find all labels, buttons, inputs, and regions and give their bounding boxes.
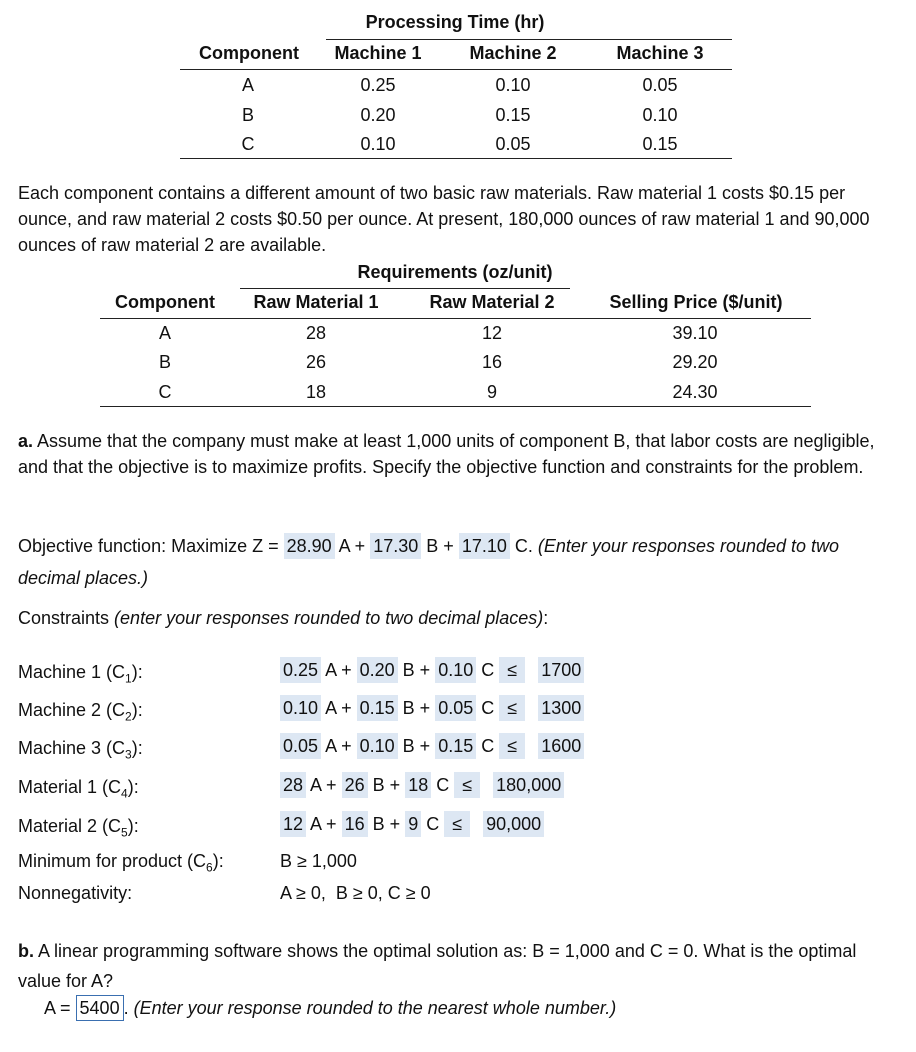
- table1-header-rule: [180, 69, 732, 70]
- constraint-machine-3-label: [18, 738, 143, 762]
- constraint-var-c: C: [426, 814, 440, 834]
- table1-cell: C: [241, 134, 255, 154]
- constraint-operator-select[interactable]: [444, 811, 470, 837]
- table2-title: Requirements (oz/unit): [357, 262, 553, 282]
- table2-cell: 24.30: [672, 382, 718, 402]
- table2-header: Component: [115, 292, 215, 312]
- table1-header: Machine 1: [334, 43, 422, 63]
- less-equal-symbol: ≤: [507, 660, 518, 680]
- constraint-label: Material 2 (C: [18, 816, 122, 836]
- table2-header: Selling Price ($/unit): [609, 292, 783, 312]
- constraint-operator-select[interactable]: [499, 695, 525, 721]
- table1-bottom-rule: [180, 158, 732, 159]
- constraint-material-2-label: [18, 816, 139, 840]
- table2-cell: C: [158, 382, 172, 402]
- objective-var-c: C.: [514, 536, 533, 556]
- table1-cell: 0.25: [360, 75, 396, 95]
- less-equal-symbol: ≤: [462, 775, 473, 795]
- constraint-var-b: B +: [402, 736, 431, 756]
- constraint-rhs-input[interactable]: 1300: [538, 695, 584, 721]
- constraints-intro-text: Constraints: [18, 608, 115, 628]
- constraint-var-b: B +: [372, 814, 401, 834]
- table2-cell: A: [158, 323, 171, 343]
- constraint-machine-1-expr: [280, 660, 584, 681]
- objective-function: [18, 530, 898, 594]
- constraint-coef-c-input[interactable]: 9: [405, 811, 421, 837]
- part-b-answer-suffix: .: [123, 998, 134, 1018]
- constraint-rhs-input[interactable]: 1700: [538, 657, 584, 683]
- constraints-intro-colon: :: [543, 608, 549, 628]
- table2-cell: 26: [305, 352, 327, 372]
- constraint-min-product-label: [18, 851, 224, 875]
- less-equal-symbol: ≤: [507, 698, 518, 718]
- constraint-label: Machine 1 (C: [18, 662, 126, 682]
- table1-cell: B: [241, 105, 254, 125]
- table1-cell: A: [241, 75, 254, 95]
- constraint-coef-a-input[interactable]: 12: [280, 811, 306, 837]
- min-product-label-sub: 6: [206, 860, 213, 875]
- constraint-label-sub: 3: [125, 747, 132, 762]
- constraint-coef-a-input[interactable]: 0.25: [280, 657, 321, 683]
- part-b-note: (Enter your response rounded to the nearest whole number.): [133, 998, 617, 1018]
- constraints-intro: [18, 608, 548, 629]
- objective-coef-c-input[interactable]: 17.10: [459, 533, 510, 559]
- table1-cell: 0.10: [642, 105, 678, 125]
- table1-cell: 0.15: [495, 105, 531, 125]
- constraint-material-2-expr: [280, 814, 544, 835]
- constraint-material-1-label: [18, 777, 139, 801]
- constraint-var-a: A +: [325, 698, 352, 718]
- part-a-text: Assume that the company must make at least 1,000 units of component B, that labor costs are negligible, and that the objective is to maximize profits. Specify the objective function and constraints for the problem.: [18, 431, 875, 477]
- constraint-label-end: ):: [131, 700, 143, 720]
- constraint-machine-3-expr: [280, 736, 584, 757]
- nonnegativity-label: Nonnegativity:: [18, 883, 133, 903]
- constraint-rhs-input[interactable]: 1600: [538, 733, 584, 759]
- table1-header: Machine 2: [469, 43, 557, 63]
- constraint-coef-c-input[interactable]: 0.15: [435, 733, 476, 759]
- constraint-coef-b-input[interactable]: 16: [342, 811, 368, 837]
- table1-header: Component: [199, 43, 299, 63]
- table1-cell: 0.05: [495, 134, 531, 154]
- constraints-intro-note: (enter your responses rounded to two decimal places): [114, 608, 544, 628]
- constraint-var-a: A +: [310, 775, 337, 795]
- part-b-answer: [44, 998, 616, 1019]
- part-b-answer-input[interactable]: 5400: [76, 995, 124, 1021]
- constraint-coef-b-input[interactable]: 0.10: [357, 733, 398, 759]
- constraint-machine-2-expr: [280, 698, 584, 719]
- table1-cell: 0.10: [360, 134, 396, 154]
- table1-title: Processing Time (hr): [365, 12, 545, 32]
- part-b-answer-prefix: A =: [44, 998, 76, 1018]
- table2-cell: 16: [481, 352, 503, 372]
- constraint-label: Machine 3 (C: [18, 738, 126, 758]
- constraint-label: Machine 2 (C: [18, 700, 126, 720]
- constraint-label-end: ):: [131, 738, 143, 758]
- constraint-label-sub: 1: [125, 671, 132, 686]
- constraint-coef-a-input[interactable]: 28: [280, 772, 306, 798]
- objective-var-a: A +: [338, 536, 366, 556]
- constraint-coef-b-input[interactable]: 0.15: [357, 695, 398, 721]
- part-b-label: b.: [18, 941, 34, 961]
- constraint-coef-b-input[interactable]: 26: [342, 772, 368, 798]
- constraint-var-b: B +: [372, 775, 401, 795]
- constraint-coef-b-input[interactable]: 0.20: [357, 657, 398, 683]
- constraint-rhs-input[interactable]: 90,000: [483, 811, 544, 837]
- constraint-operator-select[interactable]: [499, 657, 525, 683]
- constraint-var-b: B +: [402, 660, 431, 680]
- constraint-var-a: A +: [325, 660, 352, 680]
- table1-cell: 0.15: [642, 134, 678, 154]
- objective-coef-b-input[interactable]: 17.30: [370, 533, 421, 559]
- table1-cell: 0.05: [642, 75, 678, 95]
- part-b-text: A linear programming software shows the optimal solution as: B = 1,000 and C = 0. What is the optimal value for A?: [18, 941, 857, 991]
- constraint-material-1-expr: [280, 775, 564, 796]
- table1-top-rule: [326, 39, 732, 40]
- constraint-var-c: C: [481, 736, 495, 756]
- constraint-coef-c-input[interactable]: 18: [405, 772, 431, 798]
- constraint-min-product-expr: B ≥ 1,000: [280, 851, 357, 871]
- constraint-rhs-input[interactable]: 180,000: [493, 772, 564, 798]
- table2-cell: 18: [305, 382, 327, 402]
- constraint-label-end: ):: [131, 662, 143, 682]
- objective-var-b: B +: [426, 536, 454, 556]
- constraint-label-sub: 4: [121, 786, 128, 801]
- part-b-question: [18, 936, 898, 996]
- constraint-operator-select[interactable]: [454, 772, 480, 798]
- constraint-machine-1-label: [18, 662, 143, 686]
- intro-paragraph: Each component contains a different amount of two basic raw materials. Raw material 1 costs $0.15 per ounce, and raw material 2 costs $0.50 per ounce. At present, 180,000 ounces of raw material 1 and 90,000 ounces of raw material 2 are available.: [18, 183, 870, 255]
- constraint-machine-2-label: [18, 700, 143, 724]
- table1-cell: 0.20: [360, 105, 396, 125]
- table2-header-rule: [100, 318, 811, 319]
- part-a-label: a.: [18, 431, 34, 451]
- table2-cell: 39.10: [672, 323, 718, 343]
- table2-header: Raw Material 1: [253, 292, 379, 312]
- table1-cell: 0.10: [495, 75, 531, 95]
- constraint-label-sub: 2: [125, 709, 132, 724]
- objective-coef-a-input[interactable]: 28.90: [284, 533, 335, 559]
- constraint-var-a: A +: [325, 736, 352, 756]
- constraint-var-c: C: [481, 660, 495, 680]
- table2-cell: 29.20: [672, 352, 718, 372]
- less-equal-symbol: ≤: [507, 736, 518, 756]
- table2-header: Raw Material 2: [429, 292, 555, 312]
- objective-note: (Enter your responses rounded to two decimal places.): [18, 536, 840, 588]
- constraint-var-c: C: [481, 698, 495, 718]
- min-product-label: Minimum for product (C: [18, 851, 207, 871]
- constraint-label-end: ):: [127, 777, 139, 797]
- objective-prefix: Objective function: Maximize Z =: [18, 536, 284, 556]
- less-equal-symbol: ≤: [452, 814, 463, 834]
- nonnegativity-expr: A ≥ 0, B ≥ 0, C ≥ 0: [280, 883, 431, 903]
- table2-top-rule: [240, 288, 570, 289]
- constraint-operator-select[interactable]: [499, 733, 525, 759]
- constraint-label: Material 1 (C: [18, 777, 122, 797]
- table2-cell: 12: [481, 323, 503, 343]
- table1-header: Machine 3: [616, 43, 704, 63]
- table2-cell: 9: [486, 382, 497, 402]
- constraint-coef-c-input[interactable]: 0.10: [435, 657, 476, 683]
- constraint-var-c: C: [436, 775, 450, 795]
- constraint-coef-a-input[interactable]: 0.10: [280, 695, 321, 721]
- min-product-label-end: ):: [212, 851, 224, 871]
- part-a-question: [18, 428, 898, 480]
- constraint-coef-a-input[interactable]: 0.05: [280, 733, 321, 759]
- constraint-label-end: ):: [127, 816, 139, 836]
- constraint-coef-c-input[interactable]: 0.05: [435, 695, 476, 721]
- constraint-label-sub: 5: [121, 825, 128, 840]
- table2-cell: 28: [305, 323, 327, 343]
- constraint-var-a: A +: [310, 814, 337, 834]
- constraint-var-b: B +: [402, 698, 431, 718]
- table2-bottom-rule: [100, 406, 811, 407]
- table2-cell: B: [158, 352, 171, 372]
